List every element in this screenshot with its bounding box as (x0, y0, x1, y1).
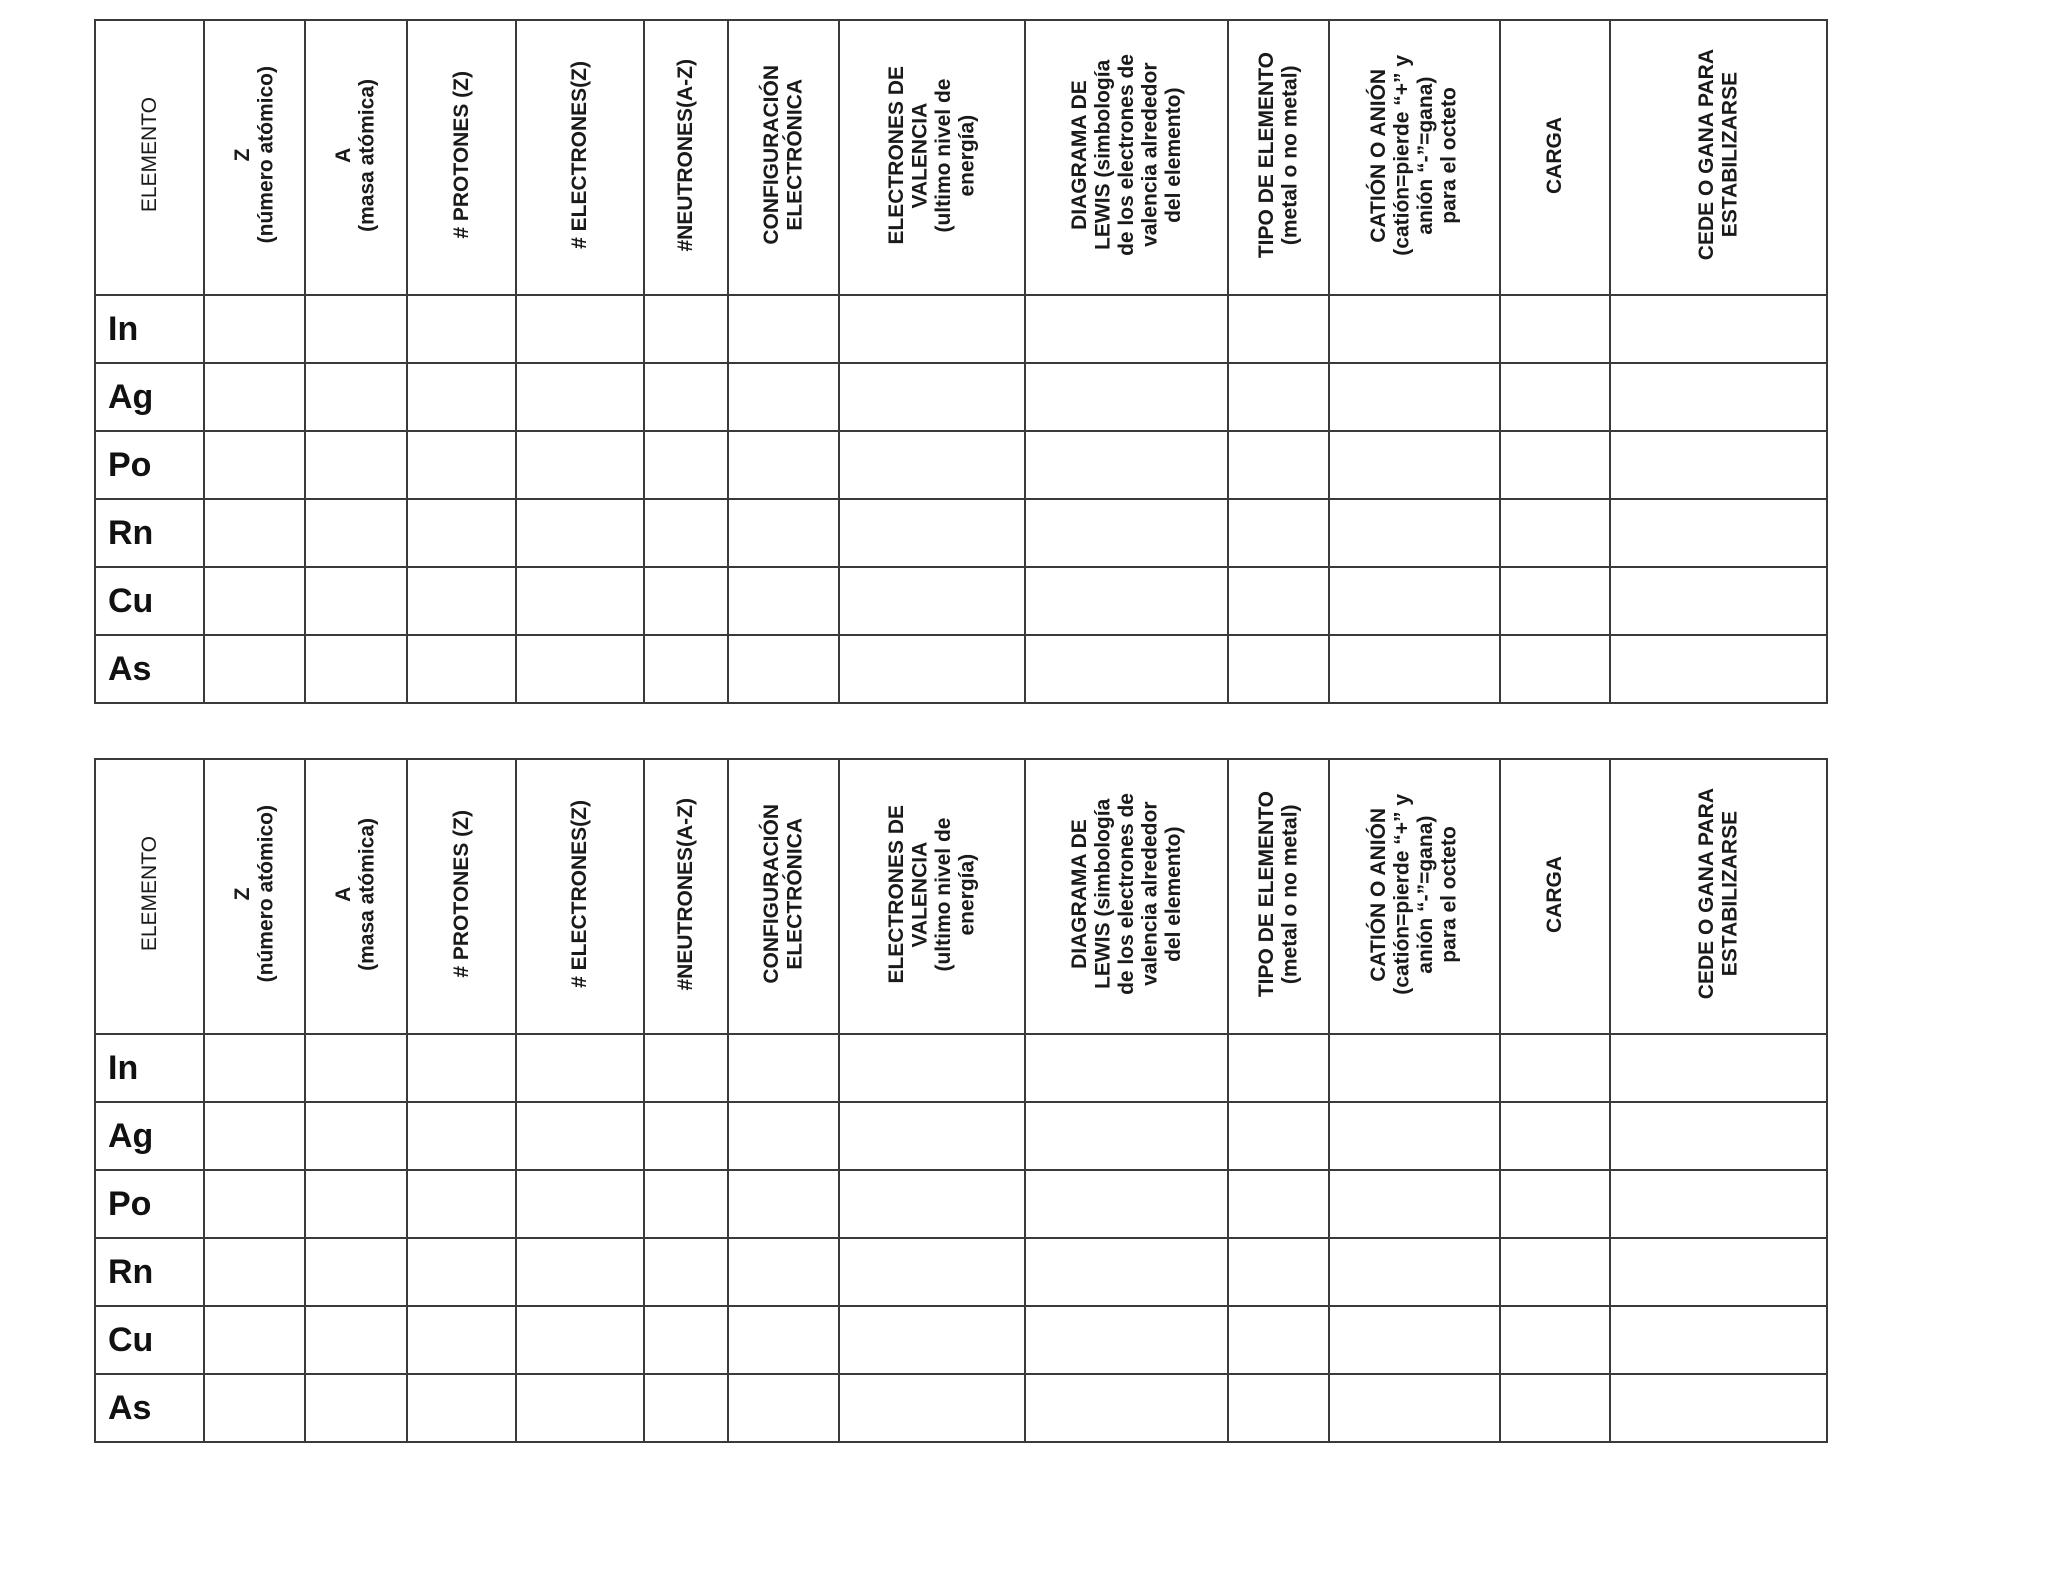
header-elemento: ELEMENTO (95, 759, 204, 1034)
blank-cell[interactable] (1228, 1306, 1329, 1374)
blank-cell[interactable] (1610, 431, 1827, 499)
blank-cell[interactable] (1228, 1374, 1329, 1442)
blank-cell[interactable] (305, 1034, 407, 1102)
blank-cell[interactable] (1500, 1306, 1610, 1374)
header-carga: CARGA (1500, 759, 1610, 1034)
blank-cell[interactable] (644, 499, 728, 567)
blank-cell[interactable] (407, 1306, 516, 1374)
table-row (95, 431, 1827, 499)
blank-cell[interactable] (1329, 1102, 1500, 1170)
blank-cell[interactable] (1610, 1374, 1827, 1442)
blank-cell[interactable] (1228, 635, 1329, 703)
element-symbol: Cu (95, 1306, 204, 1374)
blank-cell[interactable] (1610, 567, 1827, 635)
blank-cell[interactable] (839, 567, 1025, 635)
blank-cell[interactable] (644, 363, 728, 431)
element-symbol: Rn (95, 499, 204, 567)
blank-cell[interactable] (305, 1170, 407, 1238)
blank-cell[interactable] (516, 1034, 644, 1102)
header-z: Z (número atómico) (204, 20, 305, 295)
header-neutrones: #NEUTRONES(A-Z) (644, 759, 728, 1034)
table-row (95, 363, 1827, 431)
blank-cell[interactable] (839, 363, 1025, 431)
header-row (95, 759, 1827, 1034)
header-tipo-elemento: TIPO DE ELEMENTO (metal o no metal) (1228, 20, 1329, 295)
header-a: A (masa atómica) (305, 20, 407, 295)
blank-cell[interactable] (1500, 1034, 1610, 1102)
blank-cell[interactable] (407, 431, 516, 499)
blank-cell[interactable] (516, 431, 644, 499)
blank-cell[interactable] (1025, 1102, 1228, 1170)
blank-cell[interactable] (1329, 1034, 1500, 1102)
blank-cell[interactable] (1500, 635, 1610, 703)
blank-cell[interactable] (839, 1238, 1025, 1306)
blank-cell[interactable] (1228, 1238, 1329, 1306)
blank-cell[interactable] (305, 1102, 407, 1170)
blank-cell[interactable] (1228, 567, 1329, 635)
blank-cell[interactable] (305, 295, 407, 363)
header-electrones-valencia: ELECTRONES DE VALENCIA (ultimo nivel de energía) (839, 20, 1025, 295)
blank-cell[interactable] (407, 499, 516, 567)
blank-cell[interactable] (1610, 1238, 1827, 1306)
blank-cell[interactable] (1610, 1102, 1827, 1170)
blank-cell[interactable] (1228, 1170, 1329, 1238)
blank-cell[interactable] (204, 1306, 305, 1374)
header-neutrones: #NEUTRONES(A-Z) (644, 20, 728, 295)
table-row (95, 567, 1827, 635)
blank-cell[interactable] (644, 1238, 728, 1306)
blank-cell[interactable] (305, 635, 407, 703)
blank-cell[interactable] (1500, 295, 1610, 363)
blank-cell[interactable] (407, 1170, 516, 1238)
header-electrones-valencia: ELECTRONES DE VALENCIA (ultimo nivel de energía) (839, 759, 1025, 1034)
blank-cell[interactable] (839, 1034, 1025, 1102)
element-worksheet-table-bottom (94, 758, 1828, 1443)
blank-cell[interactable] (644, 635, 728, 703)
blank-cell[interactable] (204, 1374, 305, 1442)
element-symbol: Rn (95, 1238, 204, 1306)
blank-cell[interactable] (644, 1374, 728, 1442)
blank-cell[interactable] (1025, 1306, 1228, 1374)
blank-cell[interactable] (407, 1102, 516, 1170)
blank-cell[interactable] (1329, 635, 1500, 703)
blank-cell[interactable] (839, 1374, 1025, 1442)
table-row (95, 1034, 1827, 1102)
blank-cell[interactable] (1610, 499, 1827, 567)
blank-cell[interactable] (728, 635, 839, 703)
table-row (95, 295, 1827, 363)
blank-cell[interactable] (516, 295, 644, 363)
blank-cell[interactable] (1329, 431, 1500, 499)
header-cede-gana: CEDE O GANA PARA ESTABILIZARSE (1610, 759, 1827, 1034)
blank-cell[interactable] (1228, 363, 1329, 431)
header-cation-anion: CATIÓN O ANIÓN (catión=pierde “+” y anión “-”=gana) para el octeto (1329, 20, 1500, 295)
blank-cell[interactable] (1228, 1102, 1329, 1170)
blank-cell[interactable] (1329, 1306, 1500, 1374)
blank-cell[interactable] (1025, 363, 1228, 431)
blank-cell[interactable] (305, 1238, 407, 1306)
blank-cell[interactable] (305, 1374, 407, 1442)
element-symbol: Po (95, 1170, 204, 1238)
blank-cell[interactable] (728, 1034, 839, 1102)
blank-cell[interactable] (407, 635, 516, 703)
blank-cell[interactable] (1610, 363, 1827, 431)
blank-cell[interactable] (1610, 1170, 1827, 1238)
blank-cell[interactable] (204, 567, 305, 635)
blank-cell[interactable] (1610, 1034, 1827, 1102)
blank-cell[interactable] (305, 1306, 407, 1374)
blank-cell[interactable] (204, 635, 305, 703)
blank-cell[interactable] (1025, 1170, 1228, 1238)
blank-cell[interactable] (1500, 1102, 1610, 1170)
blank-cell[interactable] (1329, 363, 1500, 431)
element-symbol: In (95, 295, 204, 363)
blank-cell[interactable] (305, 567, 407, 635)
blank-cell[interactable] (516, 1238, 644, 1306)
blank-cell[interactable] (407, 1238, 516, 1306)
blank-cell[interactable] (1500, 363, 1610, 431)
blank-cell[interactable] (1025, 1238, 1228, 1306)
blank-cell[interactable] (728, 363, 839, 431)
blank-cell[interactable] (644, 431, 728, 499)
blank-cell[interactable] (839, 635, 1025, 703)
blank-cell[interactable] (839, 431, 1025, 499)
blank-cell[interactable] (516, 1306, 644, 1374)
blank-cell[interactable] (1329, 499, 1500, 567)
blank-cell[interactable] (305, 363, 407, 431)
blank-cell[interactable] (204, 1238, 305, 1306)
blank-cell[interactable] (204, 1102, 305, 1170)
blank-cell[interactable] (1329, 567, 1500, 635)
blank-cell[interactable] (1025, 635, 1228, 703)
blank-cell[interactable] (728, 1306, 839, 1374)
table-row (95, 499, 1827, 567)
element-worksheet-table-top (94, 19, 1828, 704)
blank-cell[interactable] (839, 1102, 1025, 1170)
blank-cell[interactable] (644, 1102, 728, 1170)
blank-cell[interactable] (644, 1170, 728, 1238)
element-symbol: Ag (95, 1102, 204, 1170)
blank-cell[interactable] (407, 567, 516, 635)
header-diagrama-lewis: DIAGRAMA DE LEWIS (simbología de los electrones de valencia alrededor del elemento) (1025, 759, 1228, 1034)
header-tipo-elemento: TIPO DE ELEMENTO (metal o no metal) (1228, 759, 1329, 1034)
header-elemento: ELEMENTO (95, 20, 204, 295)
blank-cell[interactable] (644, 1306, 728, 1374)
blank-cell[interactable] (1228, 1034, 1329, 1102)
blank-cell[interactable] (407, 363, 516, 431)
header-cede-gana: CEDE O GANA PARA ESTABILIZARSE (1610, 20, 1827, 295)
blank-cell[interactable] (1329, 295, 1500, 363)
header-electrones: # ELECTRONES(Z) (516, 759, 644, 1034)
blank-cell[interactable] (728, 431, 839, 499)
blank-cell[interactable] (728, 1170, 839, 1238)
blank-cell[interactable] (1500, 1170, 1610, 1238)
blank-cell[interactable] (516, 1374, 644, 1442)
blank-cell[interactable] (1500, 499, 1610, 567)
blank-cell[interactable] (1228, 431, 1329, 499)
blank-cell[interactable] (407, 1034, 516, 1102)
blank-cell[interactable] (516, 1170, 644, 1238)
table-row (95, 1238, 1827, 1306)
header-diagrama-lewis: DIAGRAMA DE LEWIS (simbología de los electrones de valencia alrededor del elemento) (1025, 20, 1228, 295)
blank-cell[interactable] (1500, 431, 1610, 499)
blank-cell[interactable] (644, 1034, 728, 1102)
blank-cell[interactable] (1025, 567, 1228, 635)
table-row (95, 635, 1827, 703)
blank-cell[interactable] (1329, 1238, 1500, 1306)
table-row (95, 1102, 1827, 1170)
blank-cell[interactable] (644, 295, 728, 363)
blank-cell[interactable] (204, 1170, 305, 1238)
blank-cell[interactable] (1329, 1374, 1500, 1442)
header-z: Z (número atómico) (204, 759, 305, 1034)
blank-cell[interactable] (204, 431, 305, 499)
table-row (95, 1374, 1827, 1442)
header-configuracion: CONFIGURACIÓN ELECTRÓNICA (728, 20, 839, 295)
table-row (95, 1170, 1827, 1238)
header-protones: # PROTONES (Z) (407, 20, 516, 295)
element-symbol: Po (95, 431, 204, 499)
header-protones: # PROTONES (Z) (407, 759, 516, 1034)
blank-cell[interactable] (1500, 567, 1610, 635)
blank-cell[interactable] (839, 499, 1025, 567)
blank-cell[interactable] (305, 499, 407, 567)
blank-cell[interactable] (728, 499, 839, 567)
blank-cell[interactable] (839, 1170, 1025, 1238)
element-symbol: Ag (95, 363, 204, 431)
blank-cell[interactable] (728, 567, 839, 635)
header-cation-anion: CATIÓN O ANIÓN (catión=pierde “+” y anión “-”=gana) para el octeto (1329, 759, 1500, 1034)
blank-cell[interactable] (1610, 295, 1827, 363)
element-symbol: As (95, 1374, 204, 1442)
header-electrones: # ELECTRONES(Z) (516, 20, 644, 295)
blank-cell[interactable] (516, 499, 644, 567)
blank-cell[interactable] (516, 1102, 644, 1170)
blank-cell[interactable] (204, 363, 305, 431)
blank-cell[interactable] (1329, 1170, 1500, 1238)
blank-cell[interactable] (516, 567, 644, 635)
blank-cell[interactable] (839, 1306, 1025, 1374)
blank-cell[interactable] (204, 295, 305, 363)
blank-cell[interactable] (1025, 1374, 1228, 1442)
element-symbol: Cu (95, 567, 204, 635)
blank-cell[interactable] (1228, 499, 1329, 567)
element-symbol: In (95, 1034, 204, 1102)
header-row (95, 20, 1827, 295)
blank-cell[interactable] (1025, 1034, 1228, 1102)
blank-cell[interactable] (1025, 499, 1228, 567)
blank-cell[interactable] (1228, 295, 1329, 363)
blank-cell[interactable] (1025, 295, 1228, 363)
blank-cell[interactable] (407, 295, 516, 363)
table-row (95, 1306, 1827, 1374)
blank-cell[interactable] (516, 363, 644, 431)
blank-cell[interactable] (204, 1034, 305, 1102)
blank-cell[interactable] (1025, 431, 1228, 499)
blank-cell[interactable] (1610, 1306, 1827, 1374)
blank-cell[interactable] (839, 295, 1025, 363)
blank-cell[interactable] (407, 1374, 516, 1442)
blank-cell[interactable] (728, 1102, 839, 1170)
blank-cell[interactable] (1500, 1238, 1610, 1306)
header-configuracion: CONFIGURACIÓN ELECTRÓNICA (728, 759, 839, 1034)
blank-cell[interactable] (204, 499, 305, 567)
blank-cell[interactable] (728, 295, 839, 363)
blank-cell[interactable] (644, 567, 728, 635)
header-carga: CARGA (1500, 20, 1610, 295)
element-symbol: As (95, 635, 204, 703)
blank-cell[interactable] (1500, 1374, 1610, 1442)
header-a: A (masa atómica) (305, 759, 407, 1034)
blank-cell[interactable] (516, 635, 644, 703)
blank-cell[interactable] (305, 431, 407, 499)
blank-cell[interactable] (1610, 635, 1827, 703)
blank-cell[interactable] (728, 1374, 839, 1442)
blank-cell[interactable] (728, 1238, 839, 1306)
